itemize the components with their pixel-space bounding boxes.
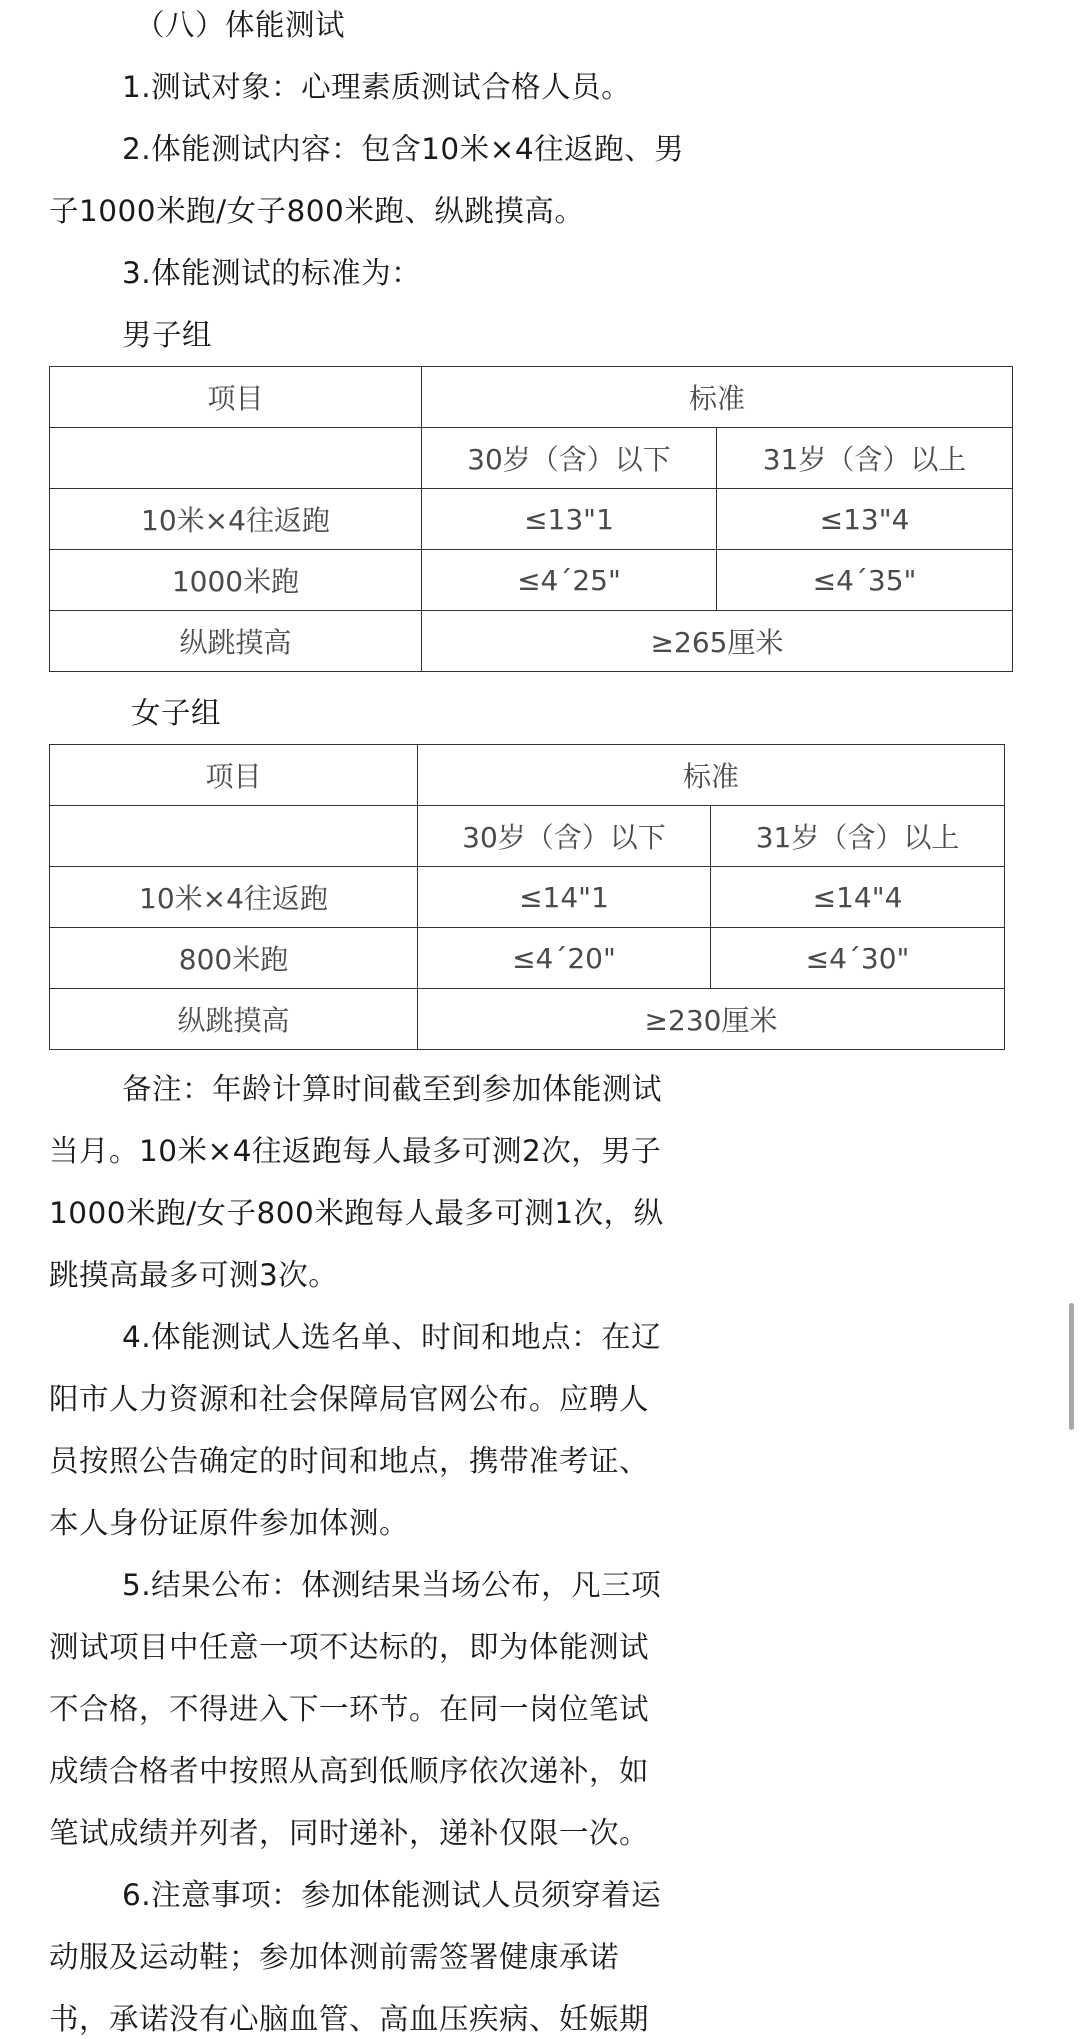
table-cell-item: 1000米跑 [50,550,422,611]
table-cell-value: ≤4´30" [711,928,1005,989]
table-cell-value: ≤4´25" [422,550,717,611]
female-standard-table [49,744,1005,1050]
table-cell-value: ≥230厘米 [418,989,1005,1050]
table-header-age-high: 31岁（含）以上 [717,428,1013,489]
table-row [50,611,1013,672]
table-cell-value: ≥265厘米 [422,611,1013,672]
table-header-age-low: 30岁（含）以下 [418,806,711,867]
paragraph-item5-line5: 笔试成绩并列者，同时递补，递补仅限一次。 [49,1816,650,1850]
male-group-label: 男子组 [122,318,213,352]
paragraph-item3: 3.体能测试的标准为： [122,256,422,290]
section-title: （八）体能测试 [135,8,346,42]
table-cell-empty [50,428,422,489]
table-cell-value: ≤4´20" [418,928,711,989]
paragraph-item5-line1: 5.结果公布：体测结果当场公布，凡三项 [122,1568,662,1602]
paragraph-item4-line1: 4.体能测试人选名单、时间和地点：在辽 [122,1320,662,1354]
paragraph-item6-line2: 动服及运动鞋；参加体测前需签署健康承诺 [49,1940,620,1974]
paragraph-item4-line2: 阳市人力资源和社会保障局官网公布。应聘人 [49,1382,650,1416]
table-cell-value: ≤13"1 [422,489,717,550]
paragraph-item1: 1.测试对象：心理素质测试合格人员。 [122,70,632,104]
table-cell-item: 纵跳摸高 [50,611,422,672]
note-line2: 当月。10米×4往返跑每人最多可测2次，男子 [49,1134,662,1168]
table-cell-item: 800米跑 [50,928,418,989]
paragraph-item4-line4: 本人身份证原件参加体测。 [49,1506,410,1540]
table-row [50,428,1013,489]
table-cell-value: ≤14"4 [711,867,1005,928]
table-header-item: 项目 [50,367,422,428]
table-cell-item: 10米×4往返跑 [50,489,422,550]
table-row [50,989,1005,1050]
table-header-age-low: 30岁（含）以下 [422,428,717,489]
table-row [50,489,1013,550]
table-cell-item: 纵跳摸高 [50,989,418,1050]
table-cell-value: ≤13"4 [717,489,1013,550]
table-row [50,745,1005,806]
paragraph-item5-line3: 不合格，不得进入下一环节。在同一岗位笔试 [49,1692,650,1726]
table-header-age-high: 31岁（含）以上 [711,806,1005,867]
table-cell-empty [50,806,418,867]
female-group-label: 女子组 [131,696,222,730]
note-line4: 跳摸高最多可测3次。 [49,1258,339,1292]
paragraph-item6-line1: 6.注意事项：参加体能测试人员须穿着运 [122,1878,662,1912]
paragraph-item2-line1: 2.体能测试内容：包含10米×4往返跑、男 [122,132,685,166]
table-cell-value: ≤14"1 [418,867,711,928]
table-row [50,367,1013,428]
table-row [50,806,1005,867]
table-cell-value: ≤4´35" [717,550,1013,611]
table-header-standard: 标准 [418,745,1005,806]
table-header-item: 项目 [50,745,418,806]
table-row [50,550,1013,611]
paragraph-item2-line2: 子1000米跑/女子800米跑、纵跳摸高。 [49,194,585,228]
scrollbar-thumb[interactable] [1069,1303,1074,1430]
table-header-standard: 标准 [422,367,1013,428]
note-line1: 备注：年龄计算时间截至到参加体能测试 [122,1072,663,1106]
paragraph-item5-line2: 测试项目中任意一项不达标的，即为体能测试 [49,1630,650,1664]
paragraph-item5-line4: 成绩合格者中按照从高到低顺序依次递补，如 [49,1754,650,1788]
paragraph-item6-line3: 书，承诺没有心脑血管、高血压疾病、妊娠期 [49,2002,650,2036]
paragraph-item4-line3: 员按照公告确定的时间和地点，携带准考证、 [49,1444,650,1478]
table-row [50,867,1005,928]
male-standard-table [49,366,1013,672]
table-row [50,928,1005,989]
table-cell-item: 10米×4往返跑 [50,867,418,928]
note-line3: 1000米跑/女子800米跑每人最多可测1次，纵 [49,1196,664,1230]
